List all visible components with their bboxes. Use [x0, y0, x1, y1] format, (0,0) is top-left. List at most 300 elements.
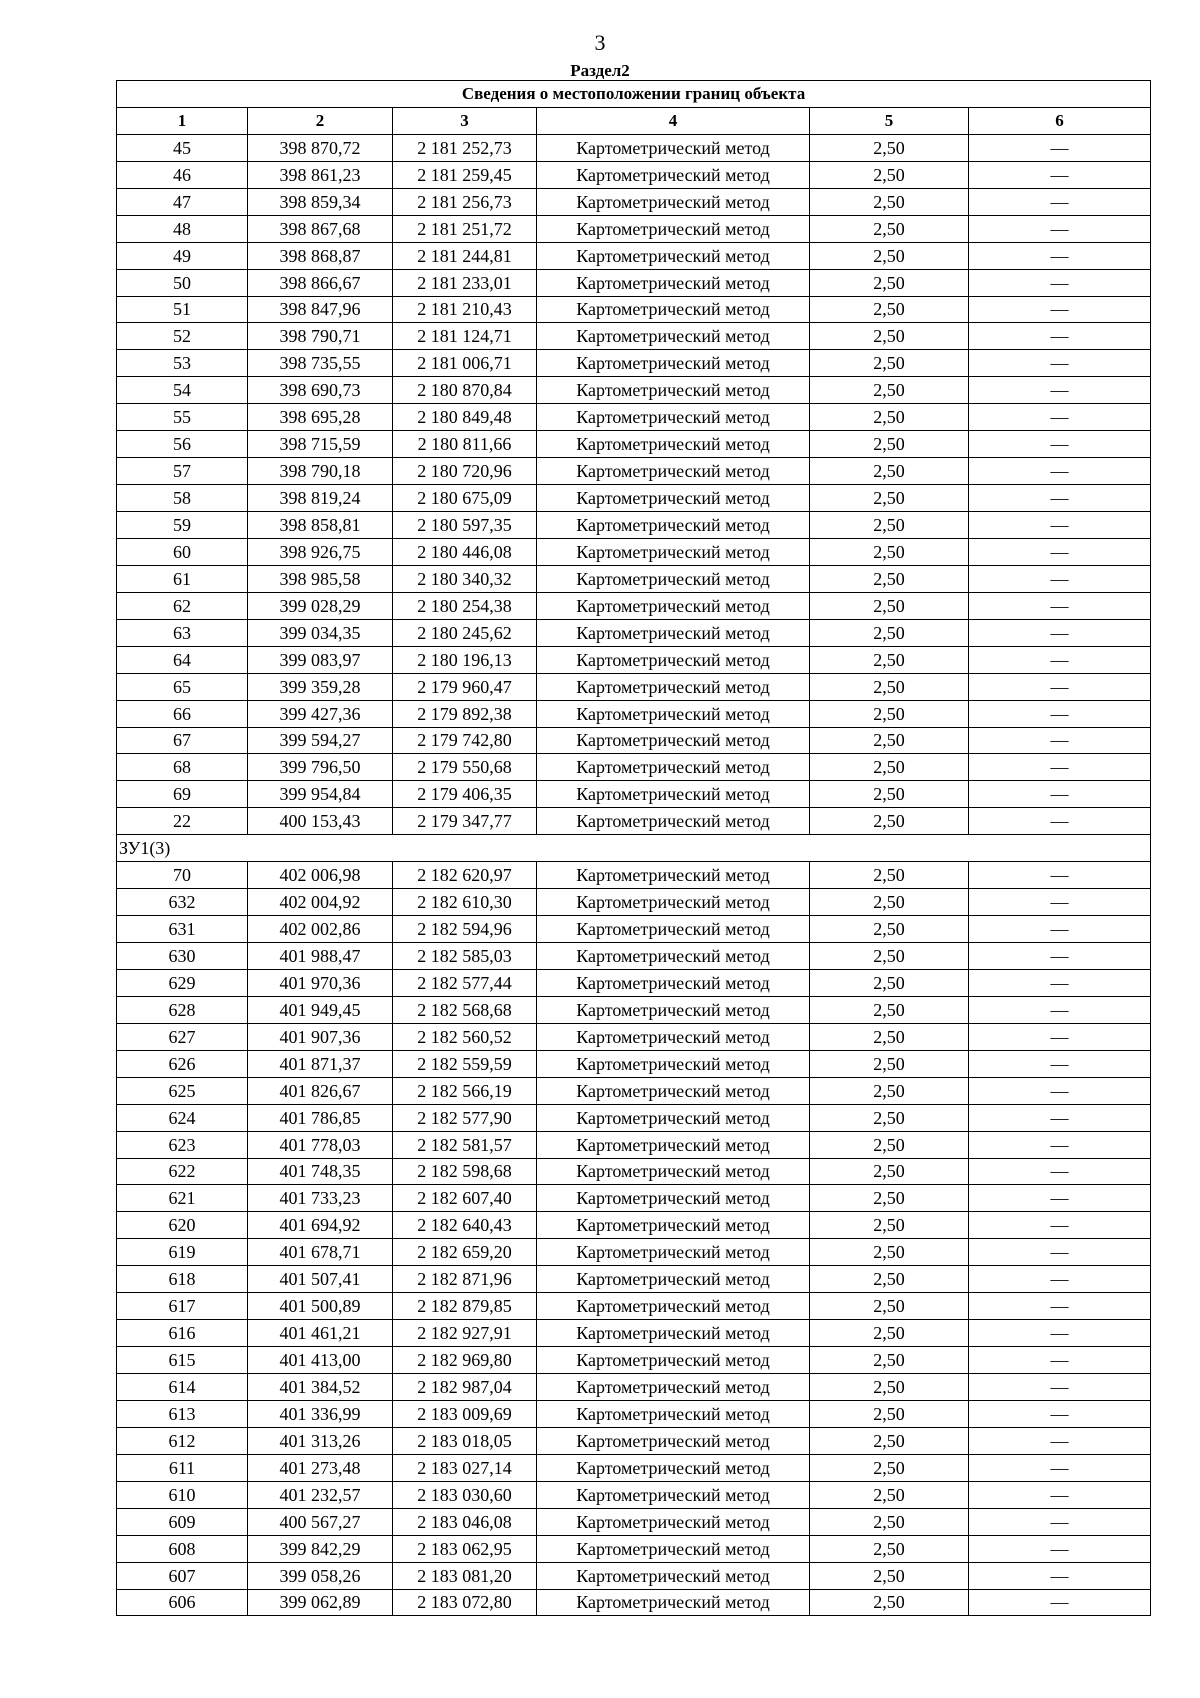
- method-cell: Картометрический метод: [537, 485, 810, 512]
- accuracy-cell: 2,50: [810, 1185, 969, 1212]
- accuracy-cell: 2,50: [810, 350, 969, 377]
- table-row: [117, 431, 1151, 458]
- y-coordinate-cell: 2 181 244,81: [393, 242, 537, 269]
- note-cell: —: [969, 592, 1151, 619]
- column-header: 1: [117, 107, 248, 134]
- note-cell: —: [969, 700, 1151, 727]
- point-number-cell: 606: [117, 1589, 248, 1616]
- table-row: [117, 889, 1151, 916]
- table-row: [117, 996, 1151, 1023]
- y-coordinate-cell: 2 180 597,35: [393, 512, 537, 539]
- method-cell: Картометрический метод: [537, 296, 810, 323]
- point-number-cell: 52: [117, 323, 248, 350]
- method-cell: Картометрический метод: [537, 1427, 810, 1454]
- method-cell: Картометрический метод: [537, 215, 810, 242]
- y-coordinate-cell: 2 182 620,97: [393, 862, 537, 889]
- y-coordinate-cell: 2 183 030,60: [393, 1481, 537, 1508]
- x-coordinate-cell: 402 004,92: [248, 889, 393, 916]
- y-coordinate-cell: 2 183 046,08: [393, 1508, 537, 1535]
- note-cell: —: [969, 943, 1151, 970]
- x-coordinate-cell: 399 594,27: [248, 727, 393, 754]
- y-coordinate-cell: 2 182 871,96: [393, 1266, 537, 1293]
- note-cell: —: [969, 485, 1151, 512]
- x-coordinate-cell: 401 694,92: [248, 1212, 393, 1239]
- x-coordinate-cell: 401 907,36: [248, 1023, 393, 1050]
- note-cell: —: [969, 538, 1151, 565]
- note-cell: —: [969, 565, 1151, 592]
- note-cell: —: [969, 458, 1151, 485]
- point-number-cell: 607: [117, 1562, 248, 1589]
- table-row: [117, 1185, 1151, 1212]
- group-label: ЗУ1(3): [117, 835, 1151, 862]
- point-number-cell: 608: [117, 1535, 248, 1562]
- x-coordinate-cell: 401 273,48: [248, 1454, 393, 1481]
- y-coordinate-cell: 2 181 124,71: [393, 323, 537, 350]
- y-coordinate-cell: 2 182 598,68: [393, 1158, 537, 1185]
- x-coordinate-cell: 398 695,28: [248, 404, 393, 431]
- note-cell: —: [969, 1589, 1151, 1616]
- table-row: [117, 781, 1151, 808]
- note-cell: —: [969, 161, 1151, 188]
- y-coordinate-cell: 2 181 251,72: [393, 215, 537, 242]
- method-cell: Картометрический метод: [537, 1400, 810, 1427]
- x-coordinate-cell: 401 970,36: [248, 969, 393, 996]
- table-row: [117, 1023, 1151, 1050]
- table-row: [117, 619, 1151, 646]
- method-cell: Картометрический метод: [537, 242, 810, 269]
- table-row: [117, 700, 1151, 727]
- accuracy-cell: 2,50: [810, 1589, 969, 1616]
- table-row: [117, 969, 1151, 996]
- table-row: [117, 1131, 1151, 1158]
- accuracy-cell: 2,50: [810, 134, 969, 161]
- method-cell: Картометрический метод: [537, 727, 810, 754]
- method-cell: Картометрический метод: [537, 1589, 810, 1616]
- y-coordinate-cell: 2 180 870,84: [393, 377, 537, 404]
- table-row: [117, 1212, 1151, 1239]
- accuracy-cell: 2,50: [810, 673, 969, 700]
- method-cell: Картометрический метод: [537, 134, 810, 161]
- point-number-cell: 618: [117, 1266, 248, 1293]
- point-number-cell: 617: [117, 1293, 248, 1320]
- x-coordinate-cell: 401 413,00: [248, 1347, 393, 1374]
- method-cell: Картометрический метод: [537, 458, 810, 485]
- method-cell: Картометрический метод: [537, 1104, 810, 1131]
- y-coordinate-cell: 2 181 256,73: [393, 188, 537, 215]
- accuracy-cell: 2,50: [810, 781, 969, 808]
- point-number-cell: 65: [117, 673, 248, 700]
- x-coordinate-cell: 398 790,71: [248, 323, 393, 350]
- accuracy-cell: 2,50: [810, 1535, 969, 1562]
- x-coordinate-cell: 401 826,67: [248, 1077, 393, 1104]
- note-cell: —: [969, 1023, 1151, 1050]
- accuracy-cell: 2,50: [810, 1239, 969, 1266]
- table-row: [117, 538, 1151, 565]
- table-row: [117, 215, 1151, 242]
- table-row: [117, 673, 1151, 700]
- y-coordinate-cell: 2 183 009,69: [393, 1400, 537, 1427]
- point-number-cell: 61: [117, 565, 248, 592]
- accuracy-cell: 2,50: [810, 1158, 969, 1185]
- accuracy-cell: 2,50: [810, 700, 969, 727]
- note-cell: —: [969, 1562, 1151, 1589]
- table-row: [117, 1104, 1151, 1131]
- x-coordinate-cell: 399 034,35: [248, 619, 393, 646]
- y-coordinate-cell: 2 182 987,04: [393, 1374, 537, 1401]
- x-coordinate-cell: 401 678,71: [248, 1239, 393, 1266]
- x-coordinate-cell: 398 867,68: [248, 215, 393, 242]
- accuracy-cell: 2,50: [810, 1508, 969, 1535]
- note-cell: —: [969, 512, 1151, 539]
- table-row: [117, 1239, 1151, 1266]
- method-cell: Картометрический метод: [537, 673, 810, 700]
- accuracy-cell: 2,50: [810, 1212, 969, 1239]
- y-coordinate-cell: 2 183 072,80: [393, 1589, 537, 1616]
- note-cell: —: [969, 296, 1151, 323]
- x-coordinate-cell: 401 461,21: [248, 1320, 393, 1347]
- x-coordinate-cell: 398 985,58: [248, 565, 393, 592]
- accuracy-cell: 2,50: [810, 619, 969, 646]
- method-cell: Картометрический метод: [537, 1481, 810, 1508]
- table-row: [117, 1454, 1151, 1481]
- y-coordinate-cell: 2 179 742,80: [393, 727, 537, 754]
- note-cell: —: [969, 727, 1151, 754]
- note-cell: —: [969, 1481, 1151, 1508]
- x-coordinate-cell: 401 507,41: [248, 1266, 393, 1293]
- table-row: [117, 512, 1151, 539]
- accuracy-cell: 2,50: [810, 565, 969, 592]
- x-coordinate-cell: 401 748,35: [248, 1158, 393, 1185]
- note-cell: —: [969, 188, 1151, 215]
- note-cell: —: [969, 1347, 1151, 1374]
- table-row: [117, 404, 1151, 431]
- x-coordinate-cell: 401 313,26: [248, 1427, 393, 1454]
- x-coordinate-cell: 401 988,47: [248, 943, 393, 970]
- method-cell: Картометрический метод: [537, 781, 810, 808]
- x-coordinate-cell: 399 842,29: [248, 1535, 393, 1562]
- method-cell: Картометрический метод: [537, 969, 810, 996]
- point-number-cell: 63: [117, 619, 248, 646]
- point-number-cell: 22: [117, 808, 248, 835]
- accuracy-cell: 2,50: [810, 242, 969, 269]
- note-cell: —: [969, 808, 1151, 835]
- point-number-cell: 53: [117, 350, 248, 377]
- accuracy-cell: 2,50: [810, 404, 969, 431]
- column-header: 3: [393, 107, 537, 134]
- note-cell: —: [969, 1454, 1151, 1481]
- note-cell: —: [969, 1239, 1151, 1266]
- method-cell: Картометрический метод: [537, 1508, 810, 1535]
- table-row: [117, 134, 1151, 161]
- column-header: 5: [810, 107, 969, 134]
- accuracy-cell: 2,50: [810, 431, 969, 458]
- y-coordinate-cell: 2 181 233,01: [393, 269, 537, 296]
- method-cell: Картометрический метод: [537, 1454, 810, 1481]
- note-cell: —: [969, 781, 1151, 808]
- x-coordinate-cell: 399 083,97: [248, 646, 393, 673]
- y-coordinate-cell: 2 180 849,48: [393, 404, 537, 431]
- table-row: [117, 350, 1151, 377]
- boundary-coordinates-table: [116, 80, 1151, 1616]
- column-header: 6: [969, 107, 1151, 134]
- x-coordinate-cell: 399 359,28: [248, 673, 393, 700]
- y-coordinate-cell: 2 179 347,77: [393, 808, 537, 835]
- section-title: Раздел2: [570, 61, 630, 80]
- method-cell: Картометрический метод: [537, 1347, 810, 1374]
- y-coordinate-cell: 2 182 607,40: [393, 1185, 537, 1212]
- note-cell: —: [969, 754, 1151, 781]
- point-number-cell: 612: [117, 1427, 248, 1454]
- note-cell: —: [969, 1050, 1151, 1077]
- x-coordinate-cell: 401 778,03: [248, 1131, 393, 1158]
- table-row: [117, 1293, 1151, 1320]
- x-coordinate-cell: 399 028,29: [248, 592, 393, 619]
- note-cell: —: [969, 1212, 1151, 1239]
- y-coordinate-cell: 2 180 720,96: [393, 458, 537, 485]
- accuracy-cell: 2,50: [810, 1104, 969, 1131]
- y-coordinate-cell: 2 180 245,62: [393, 619, 537, 646]
- x-coordinate-cell: 398 861,23: [248, 161, 393, 188]
- x-coordinate-cell: 401 384,52: [248, 1374, 393, 1401]
- point-number-cell: 66: [117, 700, 248, 727]
- accuracy-cell: 2,50: [810, 1562, 969, 1589]
- accuracy-cell: 2,50: [810, 1131, 969, 1158]
- point-number-cell: 621: [117, 1185, 248, 1212]
- accuracy-cell: 2,50: [810, 1077, 969, 1104]
- note-cell: —: [969, 1320, 1151, 1347]
- accuracy-cell: 2,50: [810, 996, 969, 1023]
- table-row: [117, 1347, 1151, 1374]
- table-row: [117, 1535, 1151, 1562]
- column-header: 2: [248, 107, 393, 134]
- y-coordinate-cell: 2 182 594,96: [393, 916, 537, 943]
- method-cell: Картометрический метод: [537, 269, 810, 296]
- point-number-cell: 620: [117, 1212, 248, 1239]
- x-coordinate-cell: 401 500,89: [248, 1293, 393, 1320]
- point-number-cell: 67: [117, 727, 248, 754]
- point-number-cell: 610: [117, 1481, 248, 1508]
- x-coordinate-cell: 399 954,84: [248, 781, 393, 808]
- table-row: [117, 1400, 1151, 1427]
- table-row: [117, 1374, 1151, 1401]
- y-coordinate-cell: 2 181 252,73: [393, 134, 537, 161]
- x-coordinate-cell: 402 002,86: [248, 916, 393, 943]
- y-coordinate-cell: 2 180 675,09: [393, 485, 537, 512]
- method-cell: Картометрический метод: [537, 1077, 810, 1104]
- note-cell: —: [969, 431, 1151, 458]
- method-cell: Картометрический метод: [537, 1050, 810, 1077]
- y-coordinate-cell: 2 182 577,44: [393, 969, 537, 996]
- table-row: [117, 565, 1151, 592]
- accuracy-cell: 2,50: [810, 188, 969, 215]
- x-coordinate-cell: 401 232,57: [248, 1481, 393, 1508]
- method-cell: Картометрический метод: [537, 592, 810, 619]
- y-coordinate-cell: 2 183 018,05: [393, 1427, 537, 1454]
- table-row: [117, 1320, 1151, 1347]
- accuracy-cell: 2,50: [810, 1023, 969, 1050]
- method-cell: Картометрический метод: [537, 700, 810, 727]
- point-number-cell: 630: [117, 943, 248, 970]
- table-row: [117, 323, 1151, 350]
- accuracy-cell: 2,50: [810, 538, 969, 565]
- x-coordinate-cell: 398 859,34: [248, 188, 393, 215]
- accuracy-cell: 2,50: [810, 1266, 969, 1293]
- method-cell: Картометрический метод: [537, 1158, 810, 1185]
- accuracy-cell: 2,50: [810, 1347, 969, 1374]
- table-row: [117, 808, 1151, 835]
- x-coordinate-cell: 398 735,55: [248, 350, 393, 377]
- y-coordinate-cell: 2 182 640,43: [393, 1212, 537, 1239]
- note-cell: —: [969, 646, 1151, 673]
- accuracy-cell: 2,50: [810, 862, 969, 889]
- x-coordinate-cell: 398 858,81: [248, 512, 393, 539]
- method-cell: Картометрический метод: [537, 1131, 810, 1158]
- accuracy-cell: 2,50: [810, 754, 969, 781]
- y-coordinate-cell: 2 182 581,57: [393, 1131, 537, 1158]
- point-number-cell: 626: [117, 1050, 248, 1077]
- x-coordinate-cell: 401 733,23: [248, 1185, 393, 1212]
- table-row: [117, 1050, 1151, 1077]
- accuracy-cell: 2,50: [810, 1050, 969, 1077]
- point-number-cell: 625: [117, 1077, 248, 1104]
- accuracy-cell: 2,50: [810, 727, 969, 754]
- method-cell: Картометрический метод: [537, 808, 810, 835]
- accuracy-cell: 2,50: [810, 323, 969, 350]
- note-cell: —: [969, 350, 1151, 377]
- point-number-cell: 628: [117, 996, 248, 1023]
- y-coordinate-cell: 2 182 927,91: [393, 1320, 537, 1347]
- y-coordinate-cell: 2 179 550,68: [393, 754, 537, 781]
- x-coordinate-cell: 401 871,37: [248, 1050, 393, 1077]
- point-number-cell: 627: [117, 1023, 248, 1050]
- accuracy-cell: 2,50: [810, 1454, 969, 1481]
- method-cell: Картометрический метод: [537, 1239, 810, 1266]
- y-coordinate-cell: 2 183 081,20: [393, 1562, 537, 1589]
- y-coordinate-cell: 2 179 406,35: [393, 781, 537, 808]
- method-cell: Картометрический метод: [537, 350, 810, 377]
- table-row: [117, 242, 1151, 269]
- point-number-cell: 48: [117, 215, 248, 242]
- point-number-cell: 613: [117, 1400, 248, 1427]
- accuracy-cell: 2,50: [810, 1481, 969, 1508]
- method-cell: Картометрический метод: [537, 1185, 810, 1212]
- y-coordinate-cell: 2 182 879,85: [393, 1293, 537, 1320]
- table-row: [117, 916, 1151, 943]
- group-row: [117, 835, 1151, 862]
- point-number-cell: 619: [117, 1239, 248, 1266]
- x-coordinate-cell: 398 715,59: [248, 431, 393, 458]
- note-cell: —: [969, 1158, 1151, 1185]
- x-coordinate-cell: 398 870,72: [248, 134, 393, 161]
- table-row: [117, 1077, 1151, 1104]
- x-coordinate-cell: 399 058,26: [248, 1562, 393, 1589]
- table-title-row: [117, 81, 1151, 108]
- method-cell: Картометрический метод: [537, 996, 810, 1023]
- point-number-cell: 68: [117, 754, 248, 781]
- table-row: [117, 1562, 1151, 1589]
- table-row: [117, 646, 1151, 673]
- y-coordinate-cell: 2 182 610,30: [393, 889, 537, 916]
- note-cell: —: [969, 916, 1151, 943]
- table-row: [117, 269, 1151, 296]
- accuracy-cell: 2,50: [810, 1320, 969, 1347]
- point-number-cell: 58: [117, 485, 248, 512]
- note-cell: —: [969, 1427, 1151, 1454]
- method-cell: Картометрический метод: [537, 1293, 810, 1320]
- note-cell: —: [969, 1131, 1151, 1158]
- method-cell: Картометрический метод: [537, 943, 810, 970]
- accuracy-cell: 2,50: [810, 1374, 969, 1401]
- point-number-cell: 632: [117, 889, 248, 916]
- y-coordinate-cell: 2 180 196,13: [393, 646, 537, 673]
- x-coordinate-cell: 401 786,85: [248, 1104, 393, 1131]
- note-cell: —: [969, 1535, 1151, 1562]
- point-number-cell: 616: [117, 1320, 248, 1347]
- y-coordinate-cell: 2 180 811,66: [393, 431, 537, 458]
- point-number-cell: 622: [117, 1158, 248, 1185]
- note-cell: —: [969, 969, 1151, 996]
- x-coordinate-cell: 401 336,99: [248, 1400, 393, 1427]
- point-number-cell: 45: [117, 134, 248, 161]
- table-row: [117, 727, 1151, 754]
- y-coordinate-cell: 2 183 027,14: [393, 1454, 537, 1481]
- method-cell: Картометрический метод: [537, 619, 810, 646]
- note-cell: —: [969, 996, 1151, 1023]
- method-cell: Картометрический метод: [537, 862, 810, 889]
- accuracy-cell: 2,50: [810, 269, 969, 296]
- y-coordinate-cell: 2 182 568,68: [393, 996, 537, 1023]
- point-number-cell: 54: [117, 377, 248, 404]
- table-row: [117, 1427, 1151, 1454]
- x-coordinate-cell: 398 819,24: [248, 485, 393, 512]
- table-row: [117, 592, 1151, 619]
- method-cell: Картометрический метод: [537, 538, 810, 565]
- point-number-cell: 609: [117, 1508, 248, 1535]
- note-cell: —: [969, 1185, 1151, 1212]
- note-cell: —: [969, 1266, 1151, 1293]
- y-coordinate-cell: 2 180 254,38: [393, 592, 537, 619]
- note-cell: —: [969, 619, 1151, 646]
- x-coordinate-cell: 400 567,27: [248, 1508, 393, 1535]
- table-title: Сведения о местоположении границ объекта: [117, 81, 1151, 108]
- note-cell: —: [969, 377, 1151, 404]
- y-coordinate-cell: 2 182 560,52: [393, 1023, 537, 1050]
- note-cell: —: [969, 1508, 1151, 1535]
- y-coordinate-cell: 2 182 559,59: [393, 1050, 537, 1077]
- accuracy-cell: 2,50: [810, 458, 969, 485]
- note-cell: —: [969, 1104, 1151, 1131]
- note-cell: —: [969, 673, 1151, 700]
- table-row: [117, 1589, 1151, 1616]
- x-coordinate-cell: 398 866,67: [248, 269, 393, 296]
- method-cell: Картометрический метод: [537, 1562, 810, 1589]
- method-cell: Картометрический метод: [537, 889, 810, 916]
- x-coordinate-cell: 398 926,75: [248, 538, 393, 565]
- point-number-cell: 60: [117, 538, 248, 565]
- method-cell: Картометрический метод: [537, 188, 810, 215]
- note-cell: —: [969, 215, 1151, 242]
- page-number: 3: [594, 30, 606, 55]
- method-cell: Картометрический метод: [537, 1023, 810, 1050]
- table-row: [117, 1266, 1151, 1293]
- x-coordinate-cell: 399 427,36: [248, 700, 393, 727]
- method-cell: Картометрический метод: [537, 646, 810, 673]
- table-row: [117, 1158, 1151, 1185]
- point-number-cell: 615: [117, 1347, 248, 1374]
- note-cell: —: [969, 323, 1151, 350]
- y-coordinate-cell: 2 183 062,95: [393, 1535, 537, 1562]
- table-row: [117, 188, 1151, 215]
